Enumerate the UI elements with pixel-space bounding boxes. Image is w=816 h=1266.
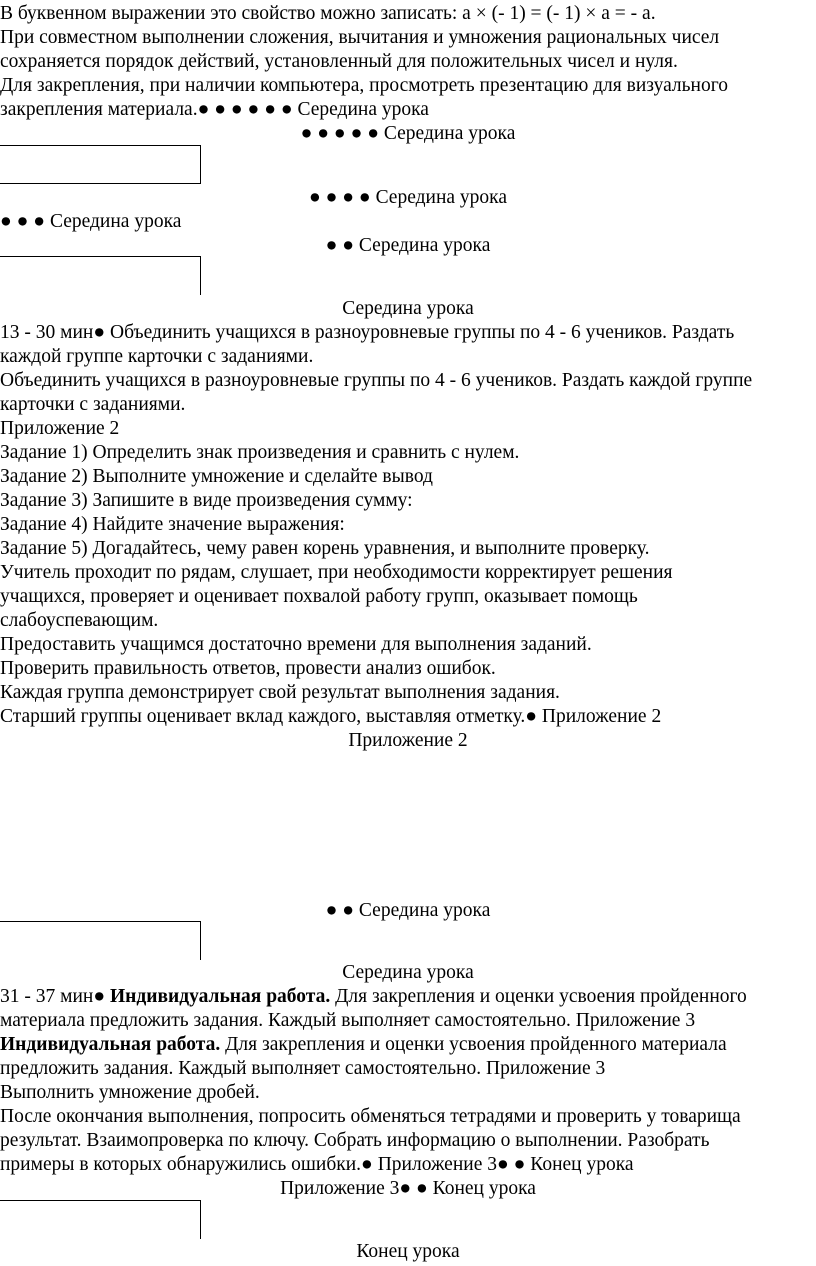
empty-frame [0,145,201,184]
text-line: Задание 5) Догадайтесь, чему равен корень уравнения, и выполните проверку. [0,538,650,559]
text-line: Учитель проходит по рядам, слушает, при необходимости корректирует решения [0,562,673,583]
text-line-centered: Приложение 3● ● Конец урока [280,1178,536,1199]
text-line-centered: Конец урока [356,1241,460,1262]
text-line: предложить задания. Каждый выполняет самостоятельно. Приложение 3 [0,1058,606,1079]
text-line: ● ● ● Середина урока [0,211,182,232]
text-line-centered: Середина урока [342,962,474,983]
bold-heading: Индивидуальная работа. [109,986,331,1007]
text-line-centered: ● ● ● ● Середина урока [308,187,508,208]
text-line: Задание 2) Выполните умножение и сделайте вывод [0,466,433,487]
text-line: После окончания выполнения, попросить обменяться тетрадями и проверить у товарища [0,1106,741,1127]
text-line: закрепления материала.● ● ● ● ● ● Середина урока [0,99,429,120]
text-line: Задание 4) Найдите значение выражения: [0,514,345,535]
text-line: материала предложить задания. Каждый выполняет самостоятельно. Приложение 3 [0,1010,696,1031]
text-line-centered: ● ● Середина урока [325,900,491,921]
empty-frame [0,1200,201,1239]
text-line: Объединить учащихся в разноуровневые группы по 4 - 6 учеников. Раздать каждой группе [0,370,753,391]
text-line: Выполнить умножение дробей. [0,1082,260,1103]
text-line: слабоуспевающим. [0,610,159,631]
individual-work-line [0,1033,727,1057]
text-line: учащихся, проверяет и оценивает похвалой работу групп, оказывает помощь [0,586,638,607]
text-line: Для закрепления, при наличии компьютера, просмотреть презентацию для визуального [0,75,728,96]
text-line: Старший группы оценивает вклад каждого, выставляя отметку.● Приложение 2 [0,706,662,727]
text-line-centered: ● ● ● ● ● Середина урока [300,123,516,144]
text-line: Предоставить учащимся достаточно времени для выполнения заданий. [0,634,592,655]
text-line: сохраняется порядок действий, установленный для положительных чисел и нуля. [0,51,678,72]
text-line: Приложение 2 [0,418,120,439]
text-line: примеры в которых обнаружились ошибки.● Приложение 3● ● Конец урока [0,1154,634,1175]
time-label: 31 - 37 мин● [0,986,110,1007]
text-line: карточки с заданиями. [0,394,186,415]
text-line: При совместном выполнении сложения, вычитания и умножения рациональных чисел [0,27,720,48]
text-line: каждой группе карточки с заданиями. [0,346,314,367]
text-line: результат. Взаимопроверка по ключу. Собрать информацию о выполнении. Разобрать [0,1130,710,1151]
text-line: 13 - 30 мин● Объединить учащихся в разноуровневые группы по 4 - 6 учеников. Раздать [0,322,735,343]
text-line: В буквенном выражении это свойство можно записать: a × (- 1) = (- 1) × a = - a. [0,3,656,24]
text-line: Задание 1) Определить знак произведения и сравнить с нулем. [0,442,520,463]
text-span: Для закрепления и оценки усвоения пройденного материала [220,1034,727,1055]
empty-frame [0,921,201,960]
bold-heading: Индивидуальная работа. [0,1034,221,1055]
text-line: Каждая группа демонстрирует свой результат выполнения задания. [0,682,560,703]
text-line: Проверить правильность ответов, провести анализ ошибок. [0,658,496,679]
text-line-centered: Середина урока [342,298,474,319]
text-line: Задание 3) Запишите в виде произведения сумму: [0,490,413,511]
individual-work-line [0,985,747,1009]
text-line-centered: Приложение 2 [348,730,468,751]
empty-frame [0,256,201,295]
text-line-centered: ● ● Середина урока [325,235,491,256]
text-span: Для закрепления и оценки усвоения пройденного [330,986,747,1007]
